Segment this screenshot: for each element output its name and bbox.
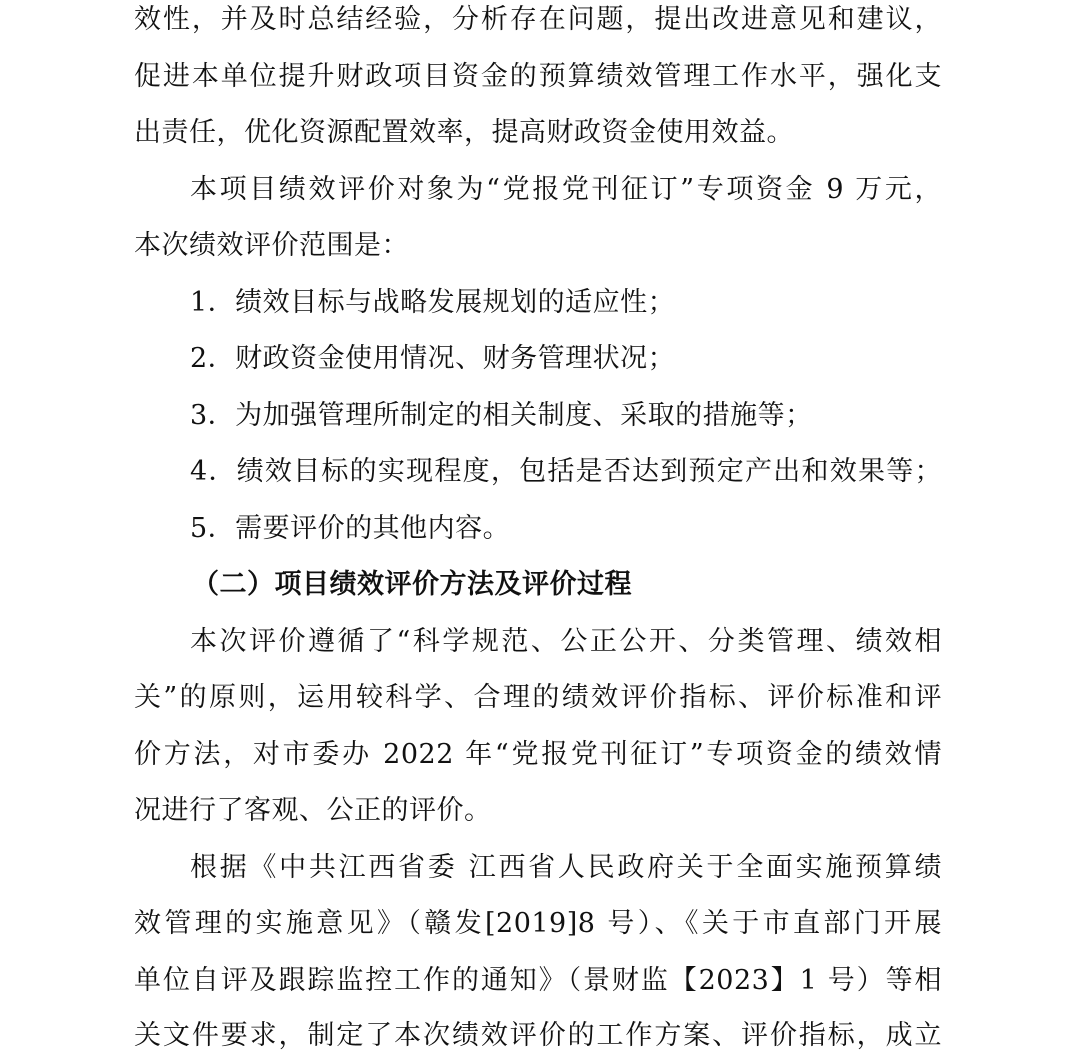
paragraph-line: 单位自评及跟踪监控工作的通知》（景财监【2023】1 号）等相 xyxy=(134,965,942,996)
list-item: 5．需要评价的其他内容。 xyxy=(190,513,511,544)
paragraph-line: 关文件要求，制定了本次绩效评价的工作方案、评价指标，成立 xyxy=(134,1020,942,1051)
section-heading: （二）项目绩效评价方法及评价过程 xyxy=(192,569,632,600)
paragraph-line: 价方法，对市委办 2022 年“党报党刊征订”专项资金的绩效情 xyxy=(134,739,942,770)
paragraph-line: 本次绩效评价范围是： xyxy=(134,230,409,261)
paragraph-line: 根据《中共江西省委 江西省人民政府关于全面实施预算绩 xyxy=(190,852,942,883)
paragraph-line: 本项目绩效评价对象为“党报党刊征订”专项资金 9 万元， xyxy=(190,174,942,205)
paragraph-line: 促进本单位提升财政项目资金的预算绩效管理工作水平，强化支 xyxy=(134,61,942,92)
list-item: 3．为加强管理所制定的相关制度、采取的措施等； xyxy=(190,400,813,431)
paragraph-line: 效管理的实施意见》（赣发[2019]8 号）、《关于市直部门开展 xyxy=(134,908,942,939)
list-item: 2．财政资金使用情况、财务管理状况； xyxy=(190,343,676,374)
paragraph-line: 本次评价遵循了“科学规范、公正公开、分类管理、绩效相 xyxy=(190,626,942,657)
paragraph-line: 出责任，优化资源配置效率，提高财政资金使用效益。 xyxy=(134,117,794,148)
paragraph-line: 效性，并及时总结经验，分析存在问题，提出改进意见和建议， xyxy=(134,4,942,35)
paragraph-line: 关”的原则，运用较科学、合理的绩效评价指标、评价标准和评 xyxy=(134,682,942,713)
list-item: 4．绩效目标的实现程度，包括是否达到预定产出和效果等； xyxy=(190,456,942,487)
paragraph-line: 况进行了客观、公正的评价。 xyxy=(134,795,492,826)
list-item: 1．绩效目标与战略发展规划的适应性； xyxy=(190,287,676,318)
